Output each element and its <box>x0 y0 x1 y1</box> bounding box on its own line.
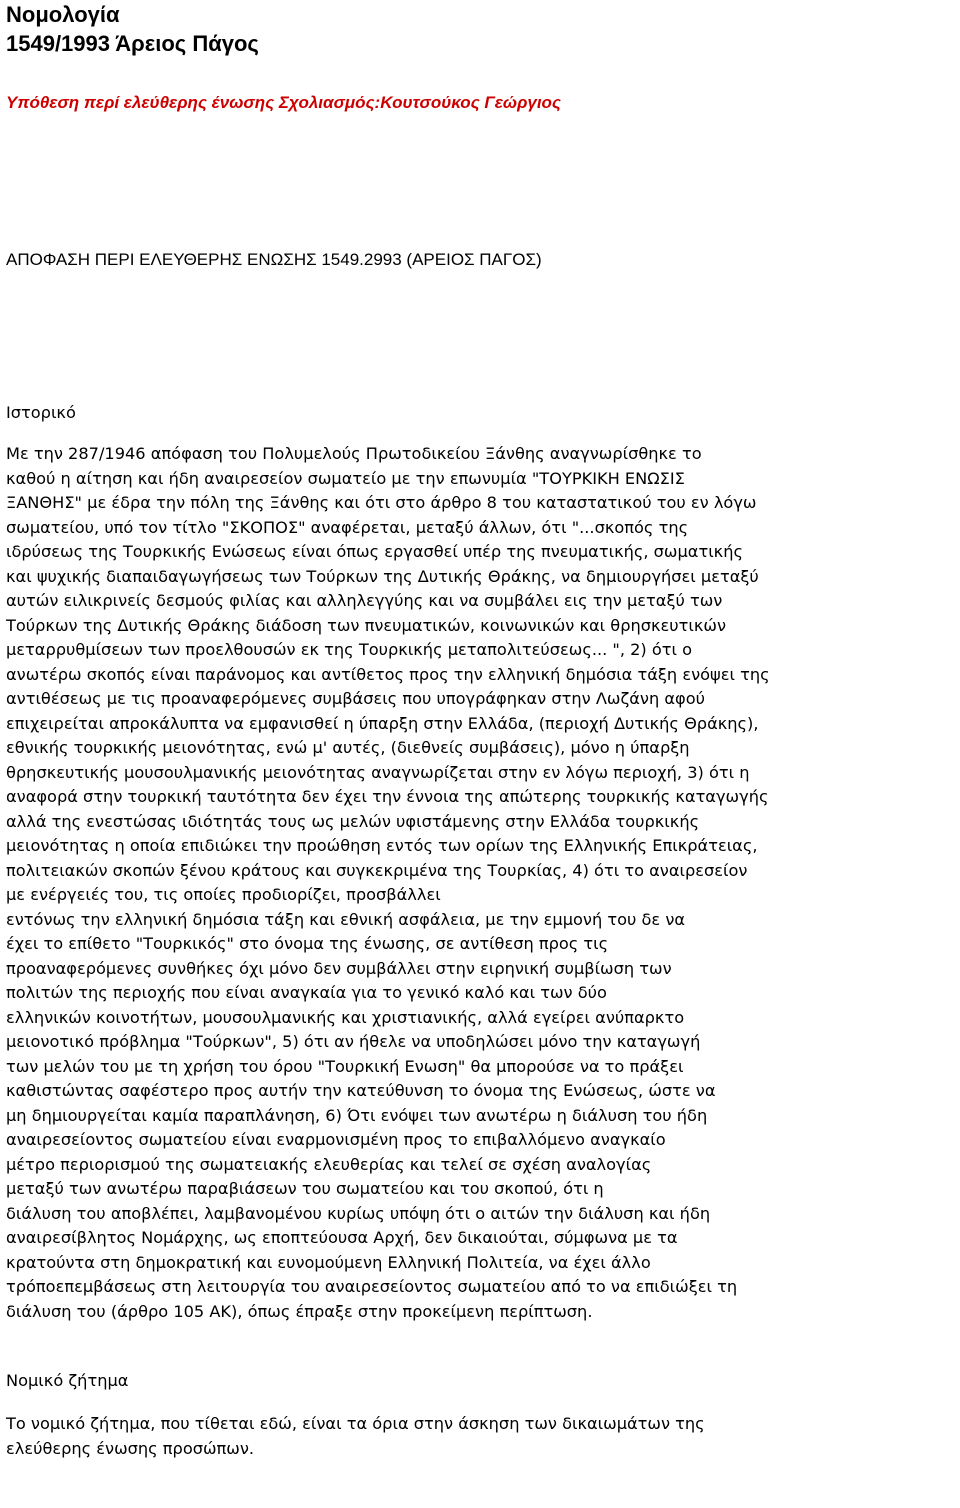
text-line: και ψυχικής διαπαιδαγωγήσεως των Τούρκων της Δυτικής Θράκης, να δημιουργήσει μεταξύ <box>6 566 759 586</box>
text-line: επιχειρείται απροκάλυπτα να εμφανισθεί η ύπαρξη στην Ελλάδα, (περιοχή Δυτικής Θράκης), <box>6 713 759 733</box>
history-heading: Ιστορικό <box>6 403 76 422</box>
case-reference: 1549/1993 Άρειος Πάγος <box>6 31 259 56</box>
text-line: μη δημιουργείται καμία παραπλάνηση, 6) Ότι ενόψει των ανωτέρω η διάλυση του ήδη <box>6 1105 708 1125</box>
text-line: αναιρεσίβλητος Νομάρχης, ως εποπτεύουσα Αρχή, δεν δικαιούται, σύμφωνα με τα <box>6 1228 678 1247</box>
text-line: Τούρκων της Δυτικής Θράκης διάδοση των πνευματικών, κοινωνικών και θρησκευτικών <box>6 615 727 635</box>
text-line: τρόποεπεμβάσεως στη λειτουργία του αναιρεσείοντος σωματείου από το να επιδιώξει τη <box>6 1277 738 1296</box>
text-line: Το νομικό ζήτημα, που τίθεται εδώ, είναι τα όρια στην άσκηση των δικαιωμάτων της <box>6 1414 705 1433</box>
text-line: θρησκευτικής μουσουλμανικής μειονότητας αναγνωρίζεται στην εν λόγω περιοχή, 3) ότι η <box>6 762 750 782</box>
text-line: έχει το επίθετο "Τουρκικός" στο όνομα της ένωσης, σε αντίθεση προς τις <box>6 934 609 953</box>
text-line: μειονότητας η οποία επιδιώκει την προώθηση εντός των ορίων της Ελληνικής Επικράτειας, <box>6 836 758 855</box>
text-line: ανωτέρω σκοπός είναι παράνομος και αντίθετος προς την ελληνική δημόσια τάξη ενόψει της <box>6 664 770 684</box>
text-line: με ενέργειές του, τις οποίες προδιορίζει, προσβάλλει <box>6 885 441 904</box>
decision-title: ΑΠΟΦΑΣΗ ΠΕΡΙ ΕΛΕΥΘΕΡΗΣ ΕΝΩΣΗΣ 1549.2993 (ΑΡΕΙΟΣ ΠΑΓΟΣ) <box>6 250 542 269</box>
text-line: ΞΑΝΘΗΣ" με έδρα την πόλη της Ξάνθης και ότι στο άρθρο 8 του καταστατικού του εν λόγω <box>6 493 757 512</box>
text-line: σωματείου, υπό τον τίτλο "ΣΚΟΠΟΣ" αναφέρεται, μεταξύ άλλων, ότι "...σκοπός της <box>6 517 689 537</box>
text-line: αναφορά στην τουρκική ταυτότητα δεν έχει την έννοια της απώτερης τουρκικής καταγωγής <box>6 787 769 806</box>
history-text <box>6 442 958 1324</box>
text-line: πολιτών της περιοχής που είναι αναγκαία για το γενικό καλό και των δύο <box>6 983 607 1002</box>
text-line: διάλυση του αποβλέπει, λαμβανομένου κυρίως υπόψη ότι ο αιτών την διάλυση και ήδη <box>6 1203 711 1223</box>
text-line: εθνικής τουρκικής μειονότητας, ενώ μ' αυτές, (διεθνείς συμβάσεις), μόνο η ύπαρξη <box>6 738 690 757</box>
text-line: των μελών του με τη χρήση του όρου "Τουρκική Ενωση" θα μπορούσε να το πράξει <box>6 1056 684 1076</box>
text-line: μεταρρυθμίσεων των προελθουσών εκ της Τουρκικής μεταπολιτεύσεως... ", 2) ότι ο <box>6 640 693 659</box>
text-line: μεταξύ των ανωτέρω παραβιάσεων του σωματείου και του σκοπού, ότι η <box>6 1179 604 1198</box>
case-subtitle: Υπόθεση περί ελεύθερης ένωσης Σχολιασμός:Κουτσούκος Γεώργιος <box>6 93 561 112</box>
text-line: αλλά της ενεστώσας ιδιότητάς τους ως μελών υφιστάμενης στην Ελλάδα τουρκικής <box>6 811 700 831</box>
text-line: ιδρύσεως της Τουρκικής Ενώσεως είναι όπως εργασθεί υπέρ της πνευματικής, σωματικής <box>6 542 743 561</box>
text-line: προαναφερόμενες συνθήκες όχι μόνο δεν συμβάλλει στην ειρηνική συμβίωση των <box>6 958 672 978</box>
text-line: εντόνως την ελληνική δημόσια τάξη και εθνική ασφάλεια, με την εμμονή του δε να <box>6 909 686 929</box>
text-line: αναιρεσείοντος σωματείου είναι εναρμονισμένη προς το επιβαλλόμενο αναγκαίο <box>6 1130 666 1149</box>
text-line: καθού η αίτηση και ήδη αναιρεσείον σωματείο με την επωνυμία "ΤΟΥΡΚΙΚΗ ΕΝΩΣΙΣ <box>6 468 685 488</box>
text-line: Με την 287/1946 απόφαση του Πολυμελούς Πρωτοδικείου Ξάνθης αναγνωρίσθηκε το <box>6 444 702 463</box>
text-line: μέτρο περιορισμού της σωματειακής ελευθερίας και τελεί σε σχέση αναλογίας <box>6 1154 652 1174</box>
text-line: αυτών ειλικρινείς δεσμούς φιλίας και αλληλεγγύης και να συμβάλει εις την μεταξύ των <box>6 591 723 610</box>
text-line: αντιθέσεως με τις προαναφερόμενες συμβάσεις που υπογράφηκαν στην Λωζάνη αφού <box>6 689 705 708</box>
legal-issue-text <box>6 1412 958 1461</box>
page-title: Νομολογία <box>6 2 120 27</box>
text-line: πολιτειακών σκοπών ξένου κράτους και συγκεκριμένα της Τουρκίας, 4) ότι το αναιρεσείον <box>6 860 748 880</box>
text-line: καθιστώντας σαφέστερο προς αυτήν την κατεύθυνση το όνομα της Ενώσεως, ώστε να <box>6 1081 716 1100</box>
text-line: διάλυση του (άρθρο 105 ΑΚ), όπως έπραξε στην προκείμενη περίπτωση. <box>6 1301 593 1321</box>
text-line: ελληνικών κοινοτήτων, μουσουλμανικής και χριστιανικής, αλλά εγείρει ανύπαρκτο <box>6 1007 685 1027</box>
document-page <box>6 0 958 1461</box>
text-line: κρατούντα στη δημοκρατική και ευνομούμενη Ελληνική Πολιτεία, να έχει άλλο <box>6 1252 651 1272</box>
text-line: ελεύθερης ένωσης προσώπων. <box>6 1438 255 1458</box>
text-line: μειονοτικό πρόβλημα "Τούρκων", 5) ότι αν ήθελε να υποδηλώσει μόνο την καταγωγή <box>6 1032 701 1051</box>
legal-issue-heading: Νομικό ζήτημα <box>6 1371 129 1390</box>
